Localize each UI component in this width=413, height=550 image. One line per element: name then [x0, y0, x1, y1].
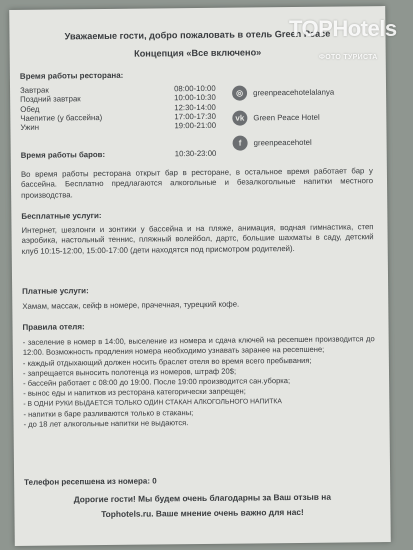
free-services-text: Интернет, шезлонги и зонтики у бассейна и на пляже, анимация, водная гимнастика, степ аэробика, настольный теннис, пляжный волейбол, дартс, большие шахматы в саду, детский клуб 10:15-12:00, 15:00-17:00 (дети находятся под присмотром родителей).	[21, 222, 374, 256]
reception-phone: Телефон ресепшена из номера: 0	[24, 476, 157, 487]
meal-time: 12:30-14:00	[174, 102, 216, 112]
meal-time: 19:00-21:00	[174, 121, 217, 131]
meal-name: Обед	[20, 104, 40, 114]
rule-item: - В ОДНИ РУКИ ВЫДАЕТСЯ ТОЛЬКО ОДИН СТАКАН АЛКОГОЛЬНОГО НАПИТКА	[23, 397, 282, 408]
paid-services-heading: Платные услуги:	[22, 286, 89, 296]
tophotels-watermark	[289, 16, 409, 68]
rules-heading: Правила отеля:	[22, 322, 85, 332]
facebook-icon: f	[233, 135, 248, 150]
rule-item: - бассейн работает с 08:00 до 19:00. После 19:00 производится сан.уборка;	[23, 376, 291, 389]
bar-note: Во время работы ресторана открыт бар в ресторане, в остальное время работает бар у бассейна. Бесплатно предлагаются алкогольные и безалкогольные напитки местного производства.	[20, 166, 374, 200]
closing-line-2: Tophotels.ru. Ваше мнение очень важно для нас!	[101, 506, 304, 520]
bars-schedule	[21, 149, 231, 160]
meal-name: Поздний завтрак	[20, 94, 81, 105]
social-label: greenpeacehotel	[253, 137, 312, 148]
rule-item: - заселение в номер в 14:00, выселение из номера и сдача ключей на ресепшен производится до 12:00. Возможность продления номера необходимо узнавать заранее на ресепшене;	[22, 334, 375, 358]
meal-name: Ужин	[20, 122, 40, 133]
meal-name: Чаепитие (у бассейна)	[20, 112, 103, 123]
meal-time: 10:00-10:30	[174, 93, 216, 103]
social-facebook	[233, 134, 373, 150]
rule-item: - вынос еды и напитков из ресторана категорически запрещен;	[23, 387, 246, 399]
rules-list	[23, 334, 376, 430]
closing-line-1: Дорогие гости! Мы будем очень благодарны за Ваш отзыв на	[73, 491, 332, 505]
social-label: greenpeacehotelalanya	[253, 87, 335, 98]
watermark-caption: ФОТО ТУРИСТА	[319, 54, 378, 61]
rule-item: - запрещается выносить полотенца из номеров, штраф 20$;	[22, 366, 237, 378]
restaurant-schedule	[20, 84, 230, 133]
rule-item: - каждый отдыхающий должен носить браслет отеля во время всего пребывания;	[22, 355, 312, 368]
bars-time: 10:30-23:00	[174, 148, 217, 159]
social-links	[232, 74, 372, 148]
bars-heading: Время работы баров:	[20, 149, 106, 160]
info-sheet	[9, 6, 391, 546]
vk-icon: vk	[232, 110, 247, 125]
instagram-icon: ◎	[232, 85, 247, 100]
rule-item: - до 18 лет алкогольные напитки не выдаются.	[23, 418, 189, 430]
restaurant-heading: Время работы ресторана:	[19, 70, 124, 81]
meal-name: Завтрак	[19, 85, 49, 95]
free-services-heading: Бесплатные услуги:	[21, 211, 102, 221]
watermark-logo: TOPHotels	[289, 16, 397, 41]
concept-title: Концепция «Все включено»	[134, 47, 262, 59]
meal-time: 17:00-17:30	[174, 111, 216, 122]
social-label: Green Peace Hotel	[253, 112, 320, 123]
bars-row	[21, 149, 231, 160]
rule-item: - напитки в баре разливаются только в стаканы;	[23, 408, 194, 419]
greeting-title: Уважаемые гости, добро пожаловать в отель Green Peace	[64, 28, 331, 42]
social-instagram	[232, 84, 372, 100]
meal-time: 08:00-10:00	[173, 83, 216, 94]
social-vk	[232, 109, 372, 125]
paid-services-text: Хамам, массаж, сейф в номере, прачечная, турецкий кофе.	[22, 299, 240, 311]
